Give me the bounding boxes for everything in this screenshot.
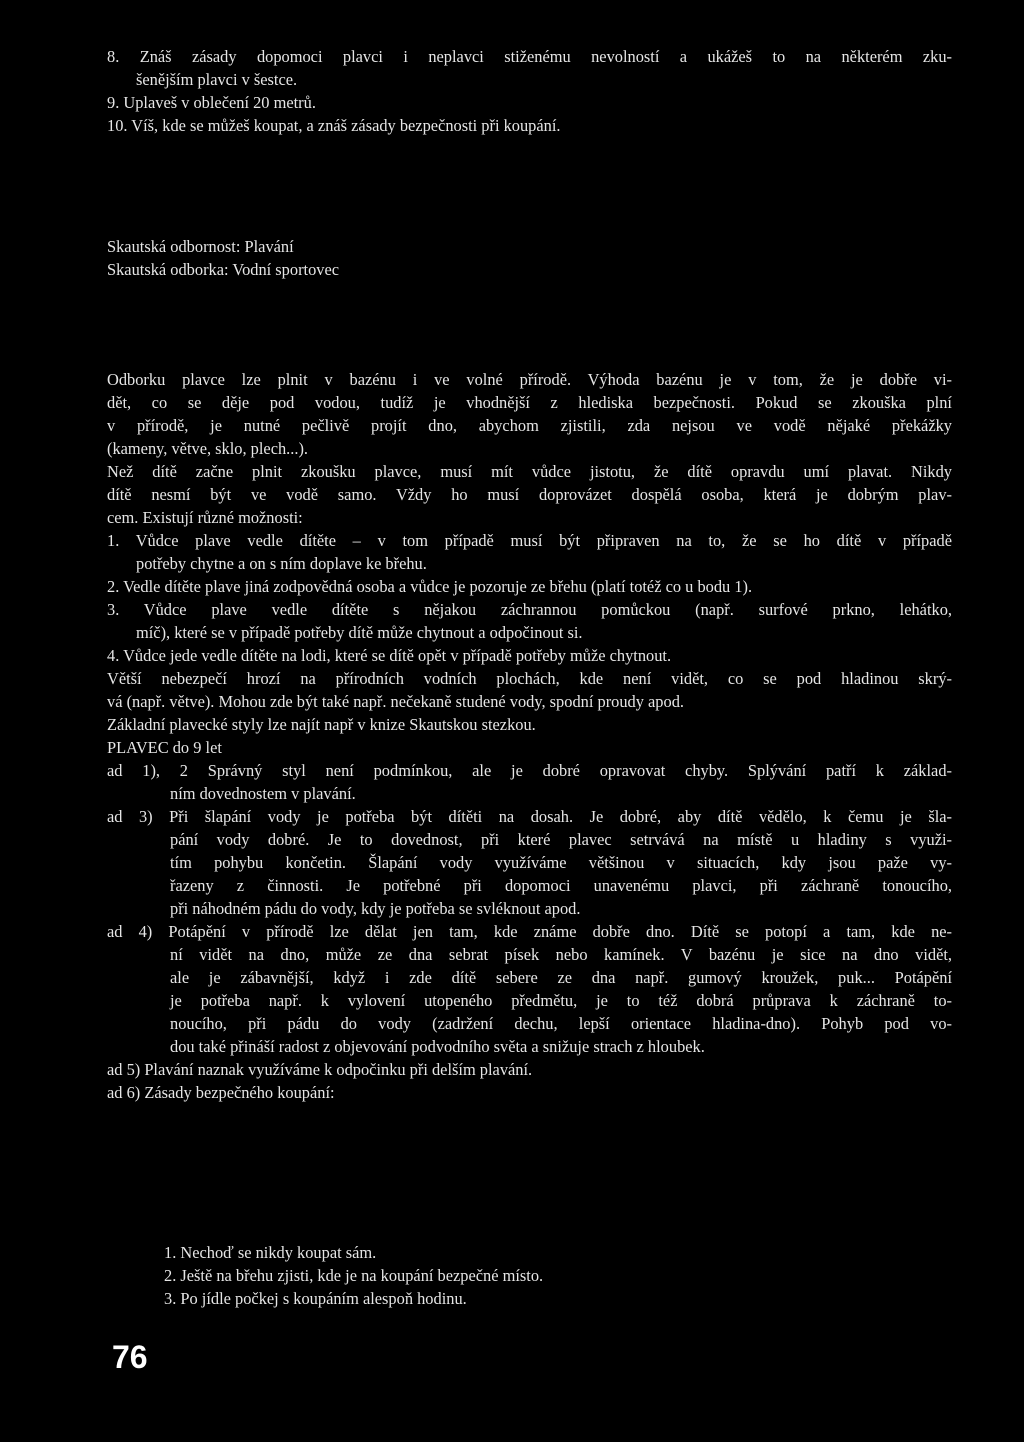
body-line: ad 5) Plavání naznak využíváme k odpočinku při delším plavání. [107, 1060, 533, 1079]
body-line: tím pohybu končetin. Šlapání vody využíváme většinou v situacích, kdy jsou paže vy- [170, 853, 952, 872]
safety-rule-item: 2. Ještě na břehu zjisti, kde je na koupání bezpečné místo. [164, 1266, 544, 1285]
requirement-10: 10. Víš, kde se můžeš koupat, a znáš zásady bezpečnosti při koupání. [107, 116, 561, 135]
requirement-8-line-2: šenějším plavci v šestce. [136, 70, 298, 89]
body-line: Základní plavecké styly lze najít např v knize Skautskou stezkou. [107, 715, 536, 734]
body-line: potřeby chytne a on s ním doplave ke břehu. [136, 554, 427, 573]
body-line: ním dovednostem v plavání. [170, 784, 356, 803]
requirements-list [107, 45, 952, 137]
body-line: vá (např. větve). Mohou zde být také např. nečekaně studené vody, spodní proudy apod. [107, 692, 684, 711]
body-line: 4. Vůdce jede vedle dítěte na lodi, které se dítě opět v případě potřeby může chytnout. [107, 646, 672, 665]
body-line: 1. Vůdce plave vedle dítěte – v tom případě musí být připraven na to, že se ho dítě v případě [107, 531, 952, 550]
body-line: Větší nebezpečí hrozí na přírodních vodních plochách, kde není vidět, co se pod hladinou skrý- [107, 669, 952, 688]
body-line: ad 6) Zásady bezpečného koupání: [107, 1083, 335, 1102]
requirement-8 [107, 45, 952, 91]
body-line: řazeny z činnosti. Je potřebné při dopomoci unavenému plavci, při záchraně tonoucího, [170, 876, 952, 895]
body-line: (kameny, větve, sklo, plech...). [107, 439, 309, 458]
body-line: ad 3) Při šlapání vody je potřeba být dítěti na dosah. Je dobré, aby dítě vědělo, k čemu je šla- [107, 807, 952, 826]
page-number: 76 [112, 1339, 148, 1375]
safety-rule-item: 3. Po jídle počkej s koupáním alespoň hodinu. [164, 1289, 467, 1308]
body-line: PLAVEC do 9 let [107, 738, 222, 757]
heading-odbornost: Skautská odbornost: Plavání [107, 237, 294, 256]
body-line: dět, co se děje pod vodou, tudíž je vhodnější z hlediska bezpečnosti. Pokud se zkouška plní [107, 393, 952, 412]
body-line: pání vody dobré. Je to dovednost, při které plavec setrvává na místě u hladiny s využi- [170, 830, 952, 849]
heading-odborka: Skautská odborka: Vodní sportovec [107, 260, 340, 279]
safety-rules-list [107, 1241, 952, 1310]
body-line: při náhodném pádu do vody, kdy je potřeba se svléknout apod. [170, 899, 581, 918]
body-line: 3. Vůdce plave vedle dítěte s nějakou záchrannou pomůckou (např. surfové prkno, lehátko, [107, 600, 952, 619]
body-line: ad 1), 2 Správný styl není podmínkou, ale je dobré opravovat chyby. Splývání patří k základ- [107, 761, 952, 780]
body-line: ad 4) Potápění v přírodě lze dělat jen tam, kde známe dobře dno. Dítě se potopí a tam, kde ne- [107, 922, 952, 941]
body-line: 2. Vedle dítěte plave jiná zodpovědná osoba a vůdce je pozoruje ze břehu (platí totéž co u bodu 1). [107, 577, 753, 596]
body-line: cem. Existují různé možnosti: [107, 508, 303, 527]
section-headings [107, 235, 952, 281]
body-line: ní vidět na dno, může ze dna sebrat písek nebo kamínek. V bazénu je sice na dno vidět, [170, 945, 952, 964]
body-line: ale je zábavnější, když i zde dítě sebere ze dna např. gumový kroužek, puk... Potápění [170, 968, 952, 987]
body-line: je potřeba např. k vylovení utopeného předmětu, je to též dobrá průprava k záchraně to- [170, 991, 952, 1010]
body-line: v přírodě, je nutné pečlivě projít dno, abychom zjistili, zda nejsou ve vodě nějaké překážky [107, 416, 952, 435]
body-line: noucího, při pádu do vody (zadržení dechu, lepší orientace hladina-dno). Pohyb pod vo- [170, 1014, 952, 1033]
requirement-9: 9. Uplaveš v oblečení 20 metrů. [107, 93, 316, 112]
safety-rule-item: 1. Nechoď se nikdy koupat sám. [164, 1243, 377, 1262]
requirement-8-line-1: 8. Znáš zásady dopomoci plavci i neplavci stiženému nevolností a ukážeš to na některém zku- [107, 47, 952, 66]
body-line: míč), které se v případě potřeby dítě může chytnout a odpočinout si. [136, 623, 583, 642]
body-text [107, 368, 952, 1104]
body-line: dou také přináší radost z objevování podvodního světa a snižuje strach z hloubek. [170, 1037, 705, 1056]
body-line: Odborku plavce lze plnit v bazénu i ve volné přírodě. Výhoda bazénu je v tom, že je dobře vi- [107, 370, 952, 389]
body-line: dítě nesmí být ve vodě samo. Vždy ho musí doprovázet dospělá osoba, která je dobrým plav- [107, 485, 952, 504]
body-line: Než dítě začne plnit zkoušku plavce, musí mít vůdce jistotu, že dítě opravdu umí plavat. Nikdy [107, 462, 952, 481]
